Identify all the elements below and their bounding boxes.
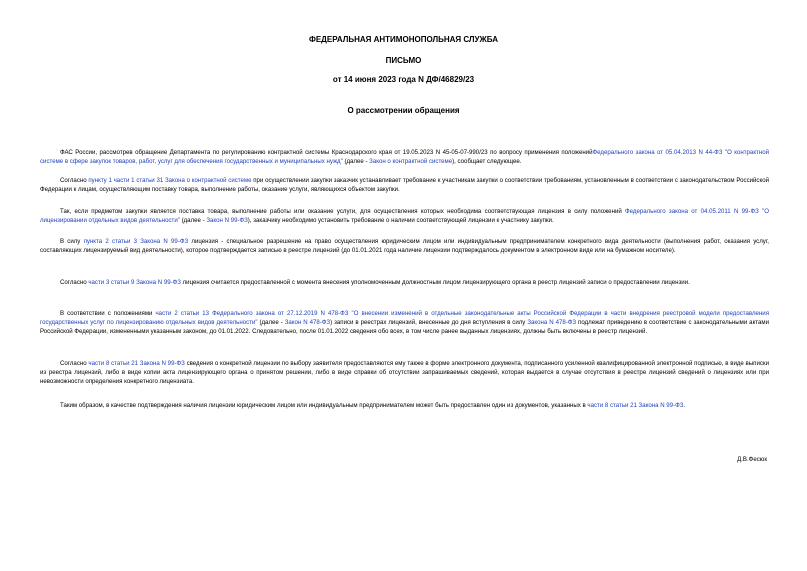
law-reference-link[interactable]: Закон N 478-ФЗ [284, 319, 331, 327]
paragraph-text: ФАС России, рассмотрев обращение Департамента по регулированию контрактной системы Краснодарского края от 19.05.2023 N 45-05-07-990/23 по вопросу применения положений [60, 149, 593, 156]
paragraph-text: лицензия считается предоставленной с момента внесения уполномоченным должностным лицом лицензирующего органа в реестр лицензий записи о предоставлении лицензии. [180, 279, 690, 286]
paragraph-text: (далее - [257, 319, 285, 327]
paragraph-text: ), заказчику необходимо установить требование о наличии соответствующей лицензии к участнику закупки. [247, 217, 554, 225]
law-reference-link[interactable]: части 1 статьи 31 Закона о контрактной системе [113, 177, 252, 184]
paragraph-6 [40, 309, 769, 337]
paragraph-text: ) записи в реестрах лицензий, внесенные до дня вступления в силу [330, 319, 528, 327]
document-date-number: от 14 июня 2023 года N ДФ/46829/23 [332, 75, 475, 84]
law-reference-link[interactable]: Закон о контрактной системе [369, 158, 453, 166]
paragraph-text: В соответствии с положениями [60, 310, 156, 317]
law-reference-link[interactable]: пункту 1 [88, 177, 112, 184]
paragraph-1 [40, 148, 769, 166]
law-reference-link[interactable]: части 2 статьи 13 Федерального закона от 27.12.2019 N 478-ФЗ "О внесении изменений в отдельные законодательные акты Российской Федерации в части внедрения реестровой модели предоставления государственных услуг по лицензированию отдельных видов деятельности" [40, 310, 769, 327]
paragraph-text: Согласно [60, 360, 89, 367]
paragraph-text: (далее - [179, 217, 207, 225]
law-reference-link[interactable]: части 8 статьи 21 Закона N 99-ФЗ [587, 402, 684, 409]
paragraph-text: Согласно [60, 279, 89, 286]
law-reference-link[interactable]: части 3 статьи 9 Закона N 99-ФЗ [88, 279, 181, 286]
law-reference-link[interactable]: Закона N 478-ФЗ [527, 319, 577, 327]
paragraph-3 [40, 207, 769, 225]
paragraph-text: (далее - [342, 158, 370, 166]
paragraph-text: при осуществлении закупки заказчик устанавливает требование к участникам закупки о соответствии требованиям, установленным в соответствии с законодательством Российской Федерации к лицам, осуществляющим поставку товара, выполнение работы, оказание услуги, являющихся объектом закупки. [40, 177, 770, 194]
law-reference-link[interactable]: Закон N 99-ФЗ [206, 217, 248, 225]
paragraph-text: Таким образом, в качестве подтверждения наличия лицензии юридическим лицом или индивидуальным предпринимателем может быть предоставлен один из документов, указанных в [60, 402, 588, 409]
law-reference-link[interactable]: Федерального закона от 05.04.2013 N 44-ФЗ "О контрактной системе в сфере закупок товаров, работ, услуг для обеспечения государственных и муниципальных нужд" [40, 149, 769, 166]
signature: Д.В.Фесюк [737, 456, 767, 463]
paragraph-text: Согласно [60, 177, 89, 184]
paragraph-text: ), сообщает следующее. [452, 158, 522, 166]
paragraph-text: подлежат приведению в соответствие с законодательными актами Российской Федерации, измененными указанным законом, до 01.01.2022. Следовательно, после 01.01.2022 сведения обо всех, в том числе ранее выданных лицензиях, должны быть включены в реестр лицензий. [40, 319, 770, 336]
paragraph-text: Так, если предметом закупки является поставка товара, выполнение работы или оказание услуги, для осуществления которых необходима соответствующая лицензия в силу положений [60, 208, 626, 215]
agency-heading: ФЕДЕРАЛЬНАЯ АНТИМОНОПОЛЬНАЯ СЛУЖБА [309, 35, 498, 44]
law-reference-link[interactable]: части 8 статьи 21 Закона N 99-ФЗ [88, 360, 185, 367]
paragraph-2 [40, 176, 769, 194]
law-reference-link[interactable]: пункта 2 статьи 3 Закона N 99-ФЗ [83, 238, 189, 245]
paragraph-8 [40, 401, 769, 410]
paragraph-4 [40, 237, 769, 255]
document-subject: О рассмотрении обращения [347, 106, 460, 115]
paragraph-text: лицензия - специальное разрешение на право осуществления юридическим лицом или индивидуальным предпринимателем конкретного вида деятельности (выполнения работ, оказания услуг, составляющих лицензируемый вид деятельности), которое подтверждается записью в реестре лицензий (до 01.01.2021 года наличие лицензии подтверждалось документом в электронном виде или на бумажном носителе). [40, 238, 769, 255]
paragraph-text: сведения о конкретной лицензии по выбору заявителя предоставляются ему также в форме электронного документа, подписанного усиленной квалифицированной электронной подписью, в виде выписки из реестра лицензий, либо в виде копии акта лицензирующего органа о принятом решении, либо в виде справки об отсутствии запрашиваемых сведений, которая выдается в случае отсутствия в реестре лицензий сведений о лицензиях или при невозможности определения конкретного лицензиата. [40, 360, 769, 386]
paragraph-text: В силу [60, 238, 84, 245]
document-type: ПИСЬМО [385, 56, 422, 65]
law-reference-link[interactable]: Федерального закона от 04.05.2011 N 99-ФЗ "О лицензировании отдельных видов деятельности" [40, 208, 769, 225]
paragraph-7 [40, 359, 769, 387]
paragraph-5 [40, 278, 769, 287]
paragraph-text: . [683, 402, 686, 409]
